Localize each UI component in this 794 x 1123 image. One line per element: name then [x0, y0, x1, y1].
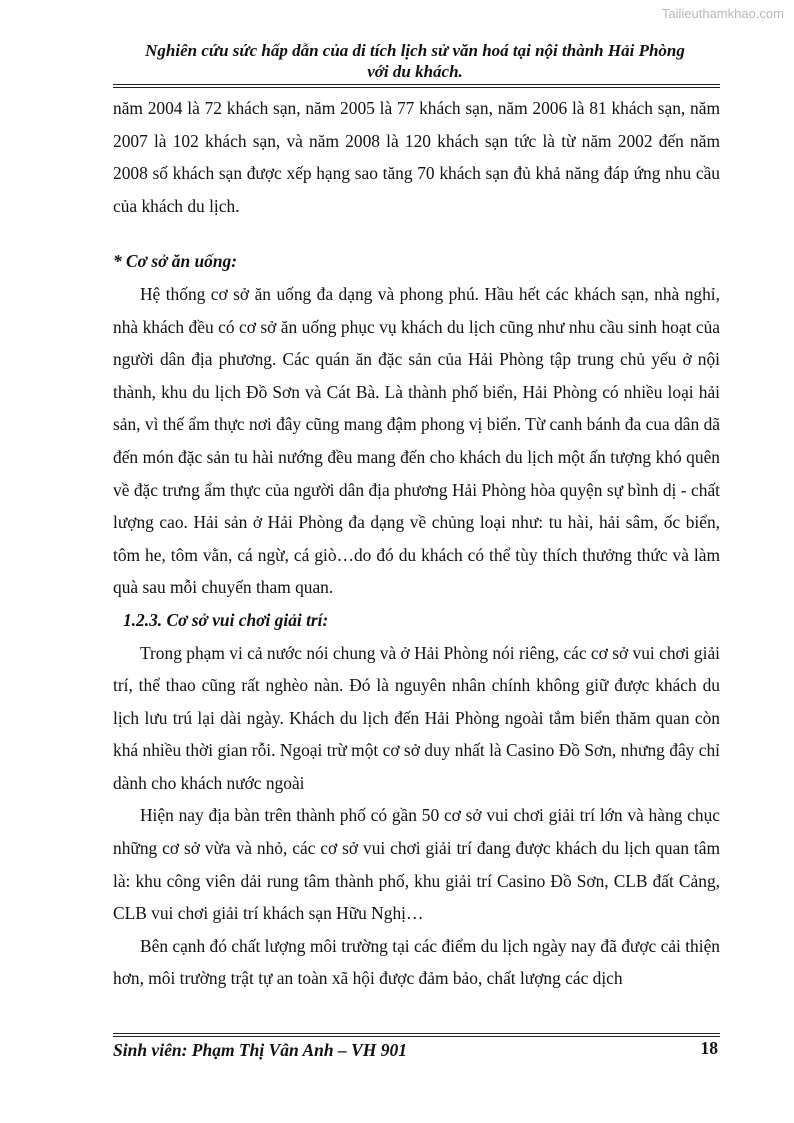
header-title-line2: với du khách.	[367, 62, 463, 81]
paragraph-entertainment-3: Bên cạnh đó chất lượng môi trường tại các điểm du lịch ngày nay đã được cải thiện hơn, môi trường trật tự an toàn xã hội được đảm bảo, chất lượng các dịch	[113, 935, 720, 989]
watermark: Tailieuthamkhao.com	[661, 6, 784, 21]
paragraph-entertainment-1: Trong phạm vi cả nước nói chung và ở Hải Phòng nói riêng, các cơ sở vui chơi giải trí, thể thao cũng rất nghèo nàn. Đó là nguyên nhân chính không giữ được khách du lịch lưu trú lại dài ngày. Khách du lịch đến Hải Phòng ngoài tắm biển thăm quan còn khá nhiều thời gian rỗi. Ngoại trừ một cơ sở duy nhất là Casino Đồ Sơn, nhưng đây chỉ dành cho khách nước ngoài	[113, 642, 720, 793]
heading-food-facilities: * Cơ sở ăn uống:	[113, 251, 238, 272]
header-title-line1: Nghiên cứu sức hấp dẫn của di tích lịch sử văn hoá tại nội thành Hải Phòng	[145, 41, 685, 60]
footer-student-name: Sinh viên: Phạm Thị Vân Anh – VH 901	[113, 1040, 408, 1060]
paragraph-hotels: năm 2004 là 72 khách sạn, năm 2005 là 77 khách sạn, năm 2006 là 81 khách sạn, năm 2007 là 102 khách sạn, và năm 2008 là 120 khách sạn tức là từ năm 2002 đến năm 2008 số khách sạn được xếp hạng sao tăng 70 khách sạn đủ khả năng đáp ứng nhu cầu của khách du lịch.	[113, 98, 720, 216]
paragraph-entertainment-2: Hiện nay địa bàn trên thành phố có gần 50 cơ sở vui chơi giải trí lớn và hàng chục những cơ sở vừa và nhỏ, các cơ sở vui chơi giải trí đang được khách du lịch quan tâm là: khu công viên dải rung tâm thành phố, khu giải trí Casino Đồ Sơn, CLB đất Cảng, CLB vui chơi giải trí khách sạn Hữu Nghị…	[113, 805, 720, 924]
header-divider	[113, 84, 720, 88]
heading-entertainment: 1.2.3. Cơ sở vui chơi giải trí:	[123, 609, 329, 630]
paragraph-food: Hệ thống cơ sở ăn uống đa dạng và phong phú. Hầu hết các khách sạn, nhà nghỉ, nhà khách đều có cơ sở ăn uống phục vụ khách du lịch cũng như nhu cầu sinh hoạt của người dân địa phương. Các quán ăn đặc sản của Hải Phòng tập trung chủ yếu ở nội thành, khu du lịch Đồ Sơn và Cát Bà. Là thành phố biển, Hải Phòng có nhiều loại hải sản, vì thế ẩm thực nơi đây cũng mang đậm phong vị biển. Từ canh bánh đa cua dân dã đến món đặc sản tu hài nướng đều mang đến cho khách du lịch một ấn tượng khó quên về đặc trưng ẩm thực của người dân địa phương Hải Phòng hòa quyện sự bình dị - chất lượng cao. Hải sản ở Hải Phòng đa dạng về chủng loại như: tu hài, hải sâm, ốc biển, tôm he, tôm vằn, cá ngừ, cá giò…do đó du khách có thể tùy thích thưởng thức và làm quà sau mỗi chuyến tham quan.	[113, 283, 720, 598]
page-header	[110, 40, 720, 82]
footer-divider	[113, 1033, 720, 1037]
document-body	[113, 92, 720, 995]
paragraph-gap	[113, 222, 720, 245]
page-number: 18	[700, 1038, 718, 1058]
